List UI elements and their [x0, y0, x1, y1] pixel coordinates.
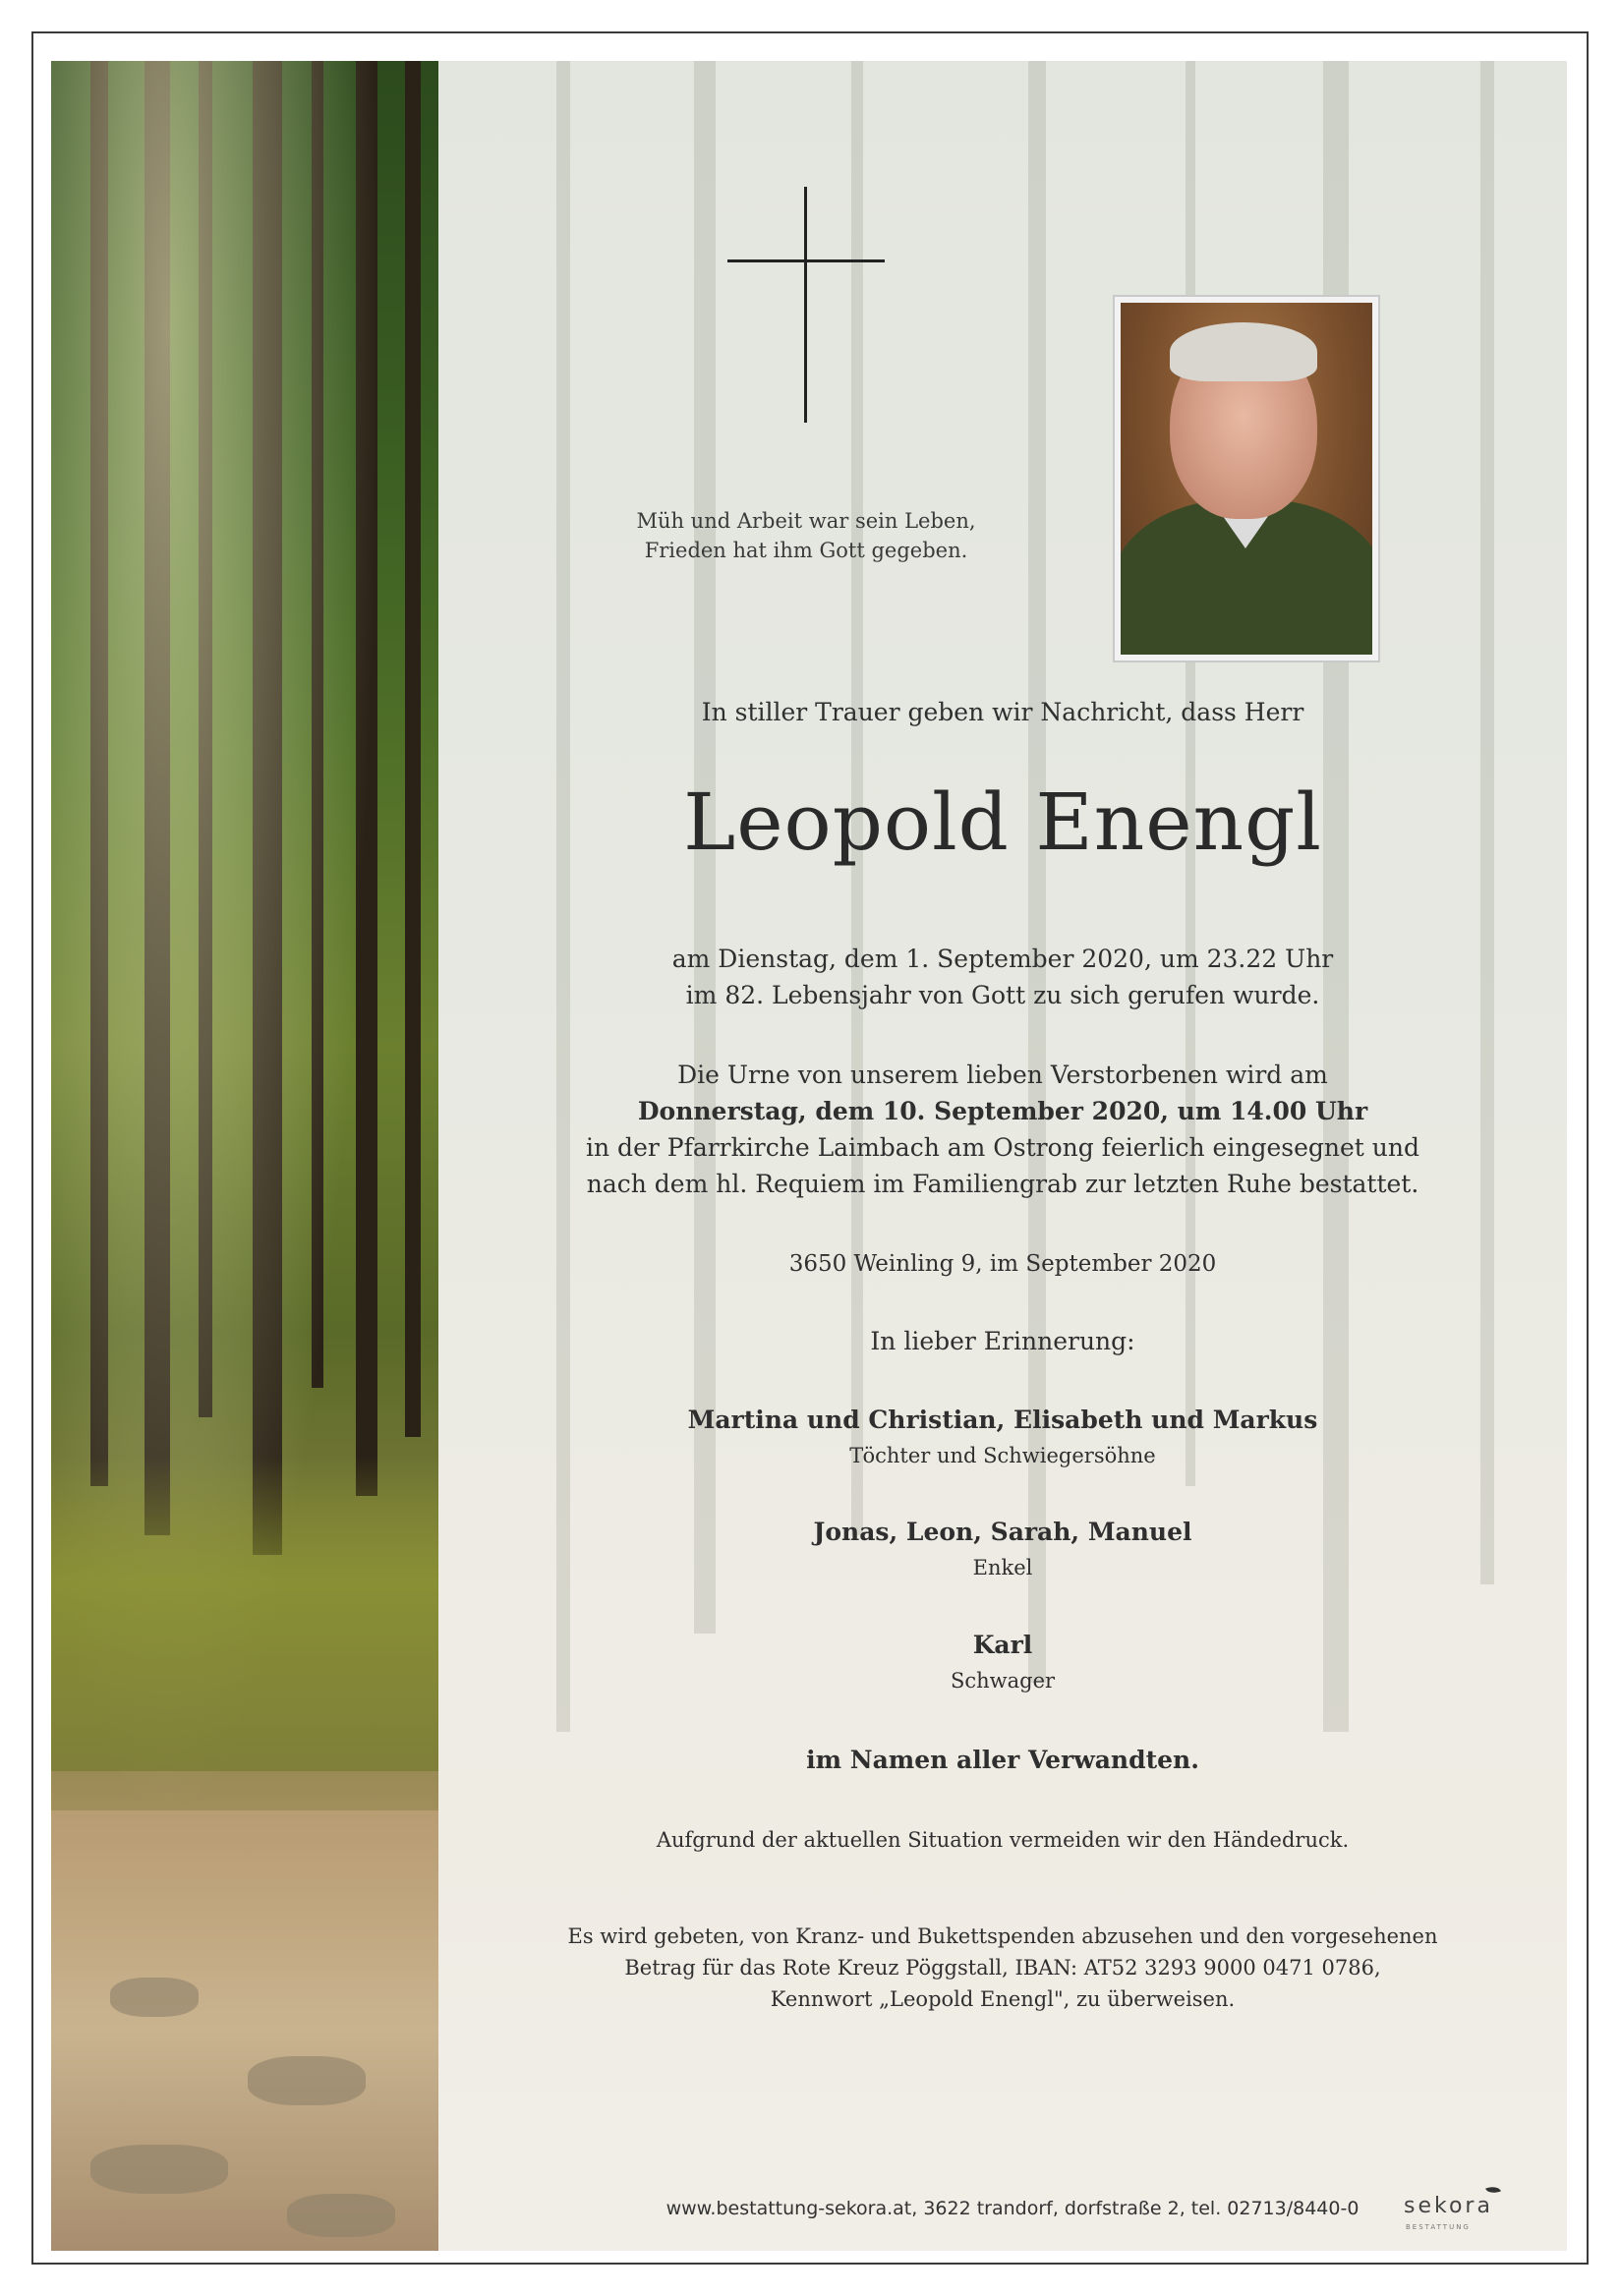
footer-contact: www.bestattung-sekora.at, 3622 trandorf, dorfstraße 2, tel. 02713/8440-0 — [665, 2198, 1360, 2219]
funeral-date: Donnerstag, dem 10. September 2020, um 14.00 Uhr — [637, 1097, 1368, 1125]
mourner-names: Karl — [972, 1631, 1033, 1659]
death-notice — [550, 941, 1455, 1013]
mourner-relation: Töchter und Schwiegersöhne — [849, 1444, 1156, 1467]
remembrance-heading: In lieber Erinnerung: — [870, 1327, 1135, 1355]
mourner-group — [550, 1514, 1455, 1586]
verse-line: Müh und Arbeit war sein Leben, — [636, 509, 976, 533]
verse — [590, 506, 1022, 565]
mourner-group — [550, 1402, 1455, 1474]
mourner-relation: Schwager — [950, 1669, 1056, 1693]
funeral-info — [550, 1057, 1455, 1202]
donation-line: Es wird gebeten, von Kranz- und Bukettspenden abzusehen und den vorgesehenen — [567, 1924, 1438, 1948]
all-relatives: im Namen aller Verwandten. — [806, 1746, 1199, 1774]
donation-line: Kennwort „Leopold Enengl", zu überweisen. — [770, 1987, 1236, 2011]
mourner-names: Martina und Christian, Elisabeth und Markus — [687, 1406, 1318, 1434]
portrait-photo — [1113, 295, 1380, 662]
handshake-note: Aufgrund der aktuellen Situation vermeiden wir den Händedruck. — [656, 1828, 1350, 1852]
company-logo: sekora — [1404, 2194, 1493, 2218]
logo-tagline: BESTATTUNG — [1406, 2223, 1471, 2231]
death-line: am Dienstag, dem 1. September 2020, um 23.22 Uhr — [671, 945, 1334, 973]
donation-line: Betrag für das Rote Kreuz Pöggstall, IBAN: AT52 3293 9000 0471 0786, — [624, 1956, 1381, 1980]
mourner-group — [550, 1627, 1455, 1699]
mourner-relation: Enkel — [972, 1556, 1033, 1579]
funeral-line: nach dem hl. Requiem im Familiengrab zur letzten Ruhe bestattet. — [586, 1170, 1419, 1198]
death-line: im 82. Lebensjahr von Gott zu sich gerufen wurde. — [685, 981, 1320, 1009]
mourner-names: Jonas, Leon, Sarah, Manuel — [813, 1518, 1192, 1546]
intro-text: In stiller Trauer geben wir Nachricht, dass Herr — [701, 698, 1304, 726]
donation-request — [550, 1921, 1455, 2015]
deceased-name: Leopold Enengl — [683, 776, 1322, 868]
cross-icon — [727, 187, 885, 423]
funeral-line: in der Pfarrkirche Laimbach am Ostrong feierlich eingesegnet und — [586, 1133, 1419, 1162]
verse-line: Frieden hat ihm Gott gegeben. — [644, 539, 968, 562]
forest-photo-strip — [51, 61, 438, 2251]
funeral-line: Die Urne von unserem lieben Verstorbenen wird am — [677, 1061, 1328, 1089]
place-date: 3650 Weinling 9, im September 2020 — [788, 1251, 1217, 1277]
